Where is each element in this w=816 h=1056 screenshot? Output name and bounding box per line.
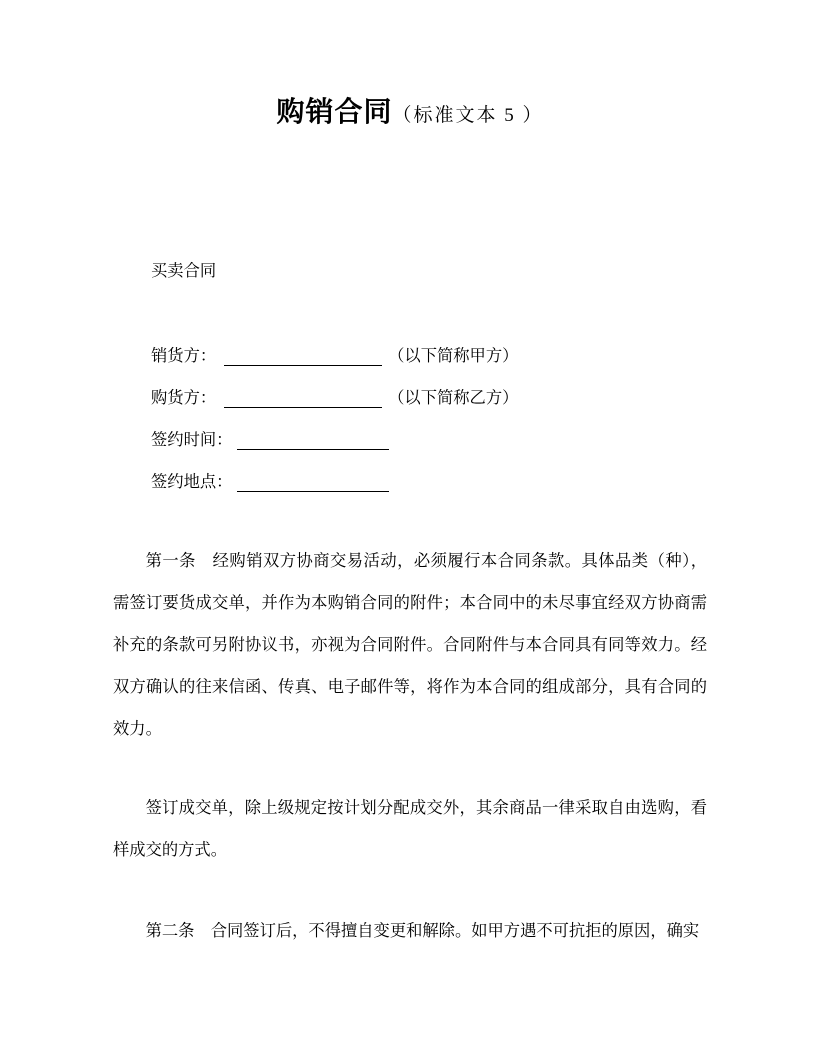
seller-alias-label: （以下简称甲方） (388, 346, 519, 365)
clause-2-paragraph: 第二条 合同签订后，不得擅自变更和解除。如甲方遇不可抗拒的原因，确实 (145, 921, 700, 940)
buyer-label: 购货方： (151, 388, 217, 407)
field-row-buyer (113, 377, 707, 419)
signing-place-label: 签约地点： (151, 472, 233, 491)
clause-1-paragraph: 第一条 经购销双方协商交易活动，必须履行本合同条款。具体品类（种），需签订要货成交单，并作为本购销合同的附件；本合同中的未尽事宜经双方协商需补充的条款可另附协议书，亦视为合同附件。合同附件与本合同具有同等效力。经双方确认的往来信函、传真、电子邮件等，将作为本合同的组成部分，具有合同的效力。 (113, 551, 707, 738)
seller-blank-underline (224, 349, 382, 366)
contract-type-label: 买卖合同 (151, 261, 217, 280)
field-row-signing-place (113, 461, 707, 503)
signing-time-blank-underline (237, 433, 389, 450)
signing-place-blank-underline (237, 475, 389, 492)
document-title (113, 96, 707, 133)
clause-1-continuation-paragraph: 签订成交单，除上级规定按计划分配成交外，其余商品一律采取自由选购，看样成交的方式。 (113, 798, 707, 859)
buyer-alias-label: （以下简称乙方） (388, 388, 519, 407)
field-row-seller (113, 335, 707, 377)
buyer-blank-underline (224, 391, 382, 408)
signing-time-label: 签约时间： (151, 430, 233, 449)
seller-label: 销货方： (151, 346, 217, 365)
contract-parties-fields (113, 335, 707, 503)
document-title-sub: （标准文本 5 ） (392, 105, 544, 126)
document-title-main: 购销合同 (276, 96, 393, 127)
field-row-signing-time (113, 419, 707, 461)
